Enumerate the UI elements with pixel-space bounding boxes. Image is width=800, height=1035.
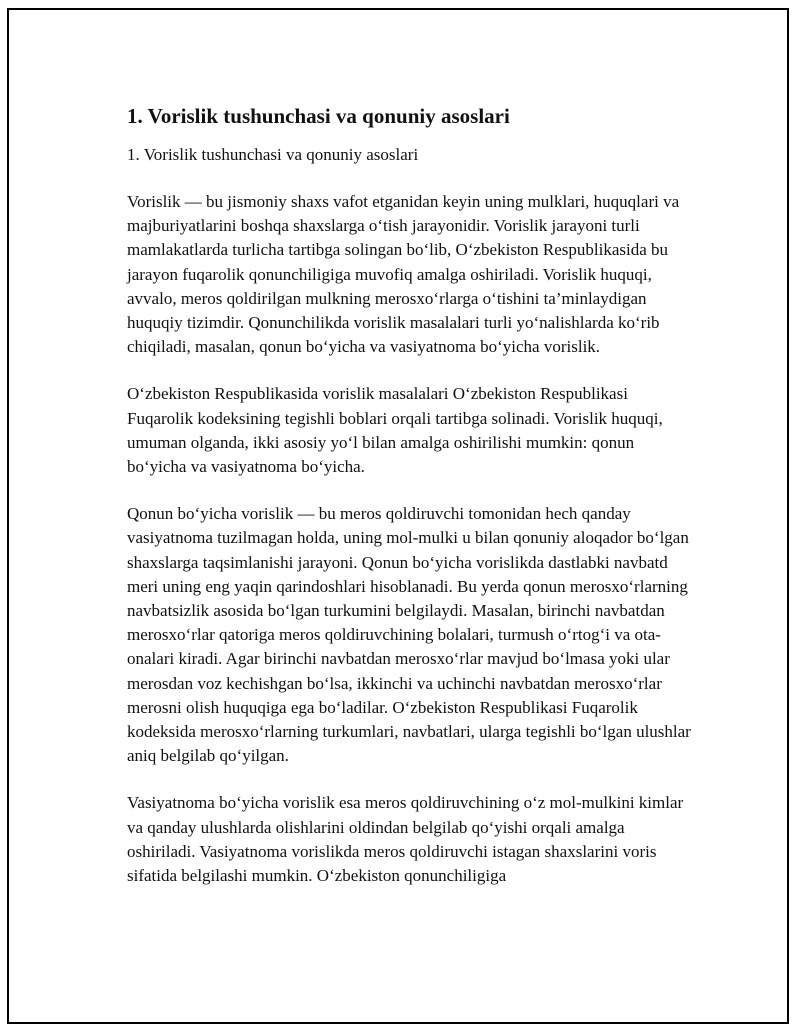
document-subheading: 1. Vorislik tushunchasi va qonuniy asoslari [127, 145, 419, 164]
paragraph-4: Vasiyatnoma bo‘yicha vorislik esa meros qoldiruvchining o‘z mol-mulkini kimlar va qanday ulushlarda olishlarini oldindan belgilab qo‘yishi orqali amalga oshiriladi. Vasiyatnoma vorislikda meros qoldiruvchi istagan shaxslarini voris sifatida belgilashi mumkin. O‘zbekiston qonunchiligiga [127, 793, 684, 886]
paragraph-1: Vorislik — bu jismoniy shaxs vafot etganidan keyin uning mulklari, huquqlari va majburiyatlarini boshqa shaxslarga o‘tish jarayonidir. Vorislik jarayoni turli mamlakatlarda turlicha tartibga solingan bo‘lib, O‘zbekiston Respublikasida bu jarayon fuqarolik qonunchiligiga muvofiq amalga oshiriladi. Vorislik huquqi, avvalo, meros qoldirilgan mulkning merosxo‘rlarga o‘tishini ta’minlaydigan huquqiy tizimdir. Qonunchilikda vorislik masalalari turli yo‘nalishlarda ko‘rib chiqiladi, masalan, qonun bo‘yicha va vasiyatnoma bo‘yicha vorislik. [127, 192, 680, 357]
paragraph-2: O‘zbekiston Respublikasida vorislik masalalari O‘zbekiston Respublikasi Fuqarolik kodeksining tegishli boblari orqali tartibga solinadi. Vorislik huquqi, umuman olganda, ikki asosiy yo‘l bilan amalga oshirilishi mumkin: qonun bo‘yicha va vasiyatnoma bo‘yicha. [127, 384, 663, 477]
document-body [127, 102, 697, 888]
document-heading: 1. Vorislik tushunchasi va qonuniy asoslari [127, 104, 510, 128]
page-frame [7, 8, 789, 1024]
paragraph-3: Qonun bo‘yicha vorislik — bu meros qoldiruvchi tomonidan hech qanday vasiyatnoma tuzilmagan holda, uning mol-mulki u bilan qonuniy aloqador bo‘lgan shaxslarga taqsimlanishi jarayoni. Qonun bo‘yicha vorislikda dastlabki navbatd meri uning eng yaqin qarindoshlari hisoblanadi. Bu yerda qonun merosxo‘rlarning navbatsizlik asosida bo‘lgan turkumini belgilaydi. Masalan, birinchi navbatdan merosxo‘rlar qatoriga meros qoldiruvchining bolalari, turmush o‘rtog‘i va ota-onalari kiradi. Agar birinchi navbatdan merosxo‘rlar mavjud bo‘lmasa yoki ular merosdan voz kechishgan bo‘lsa, ikkinchi va uchinchi navbatdan merosxo‘rlar merosni olish huquqiga ega bo‘ladilar. O‘zbekiston Respublikasi Fuqarolik kodeksida merosxo‘rlarning turkumlari, navbatlari, ularga tegishli bo‘lgan ulushlar aniq belgilab qo‘yilgan. [127, 504, 691, 766]
